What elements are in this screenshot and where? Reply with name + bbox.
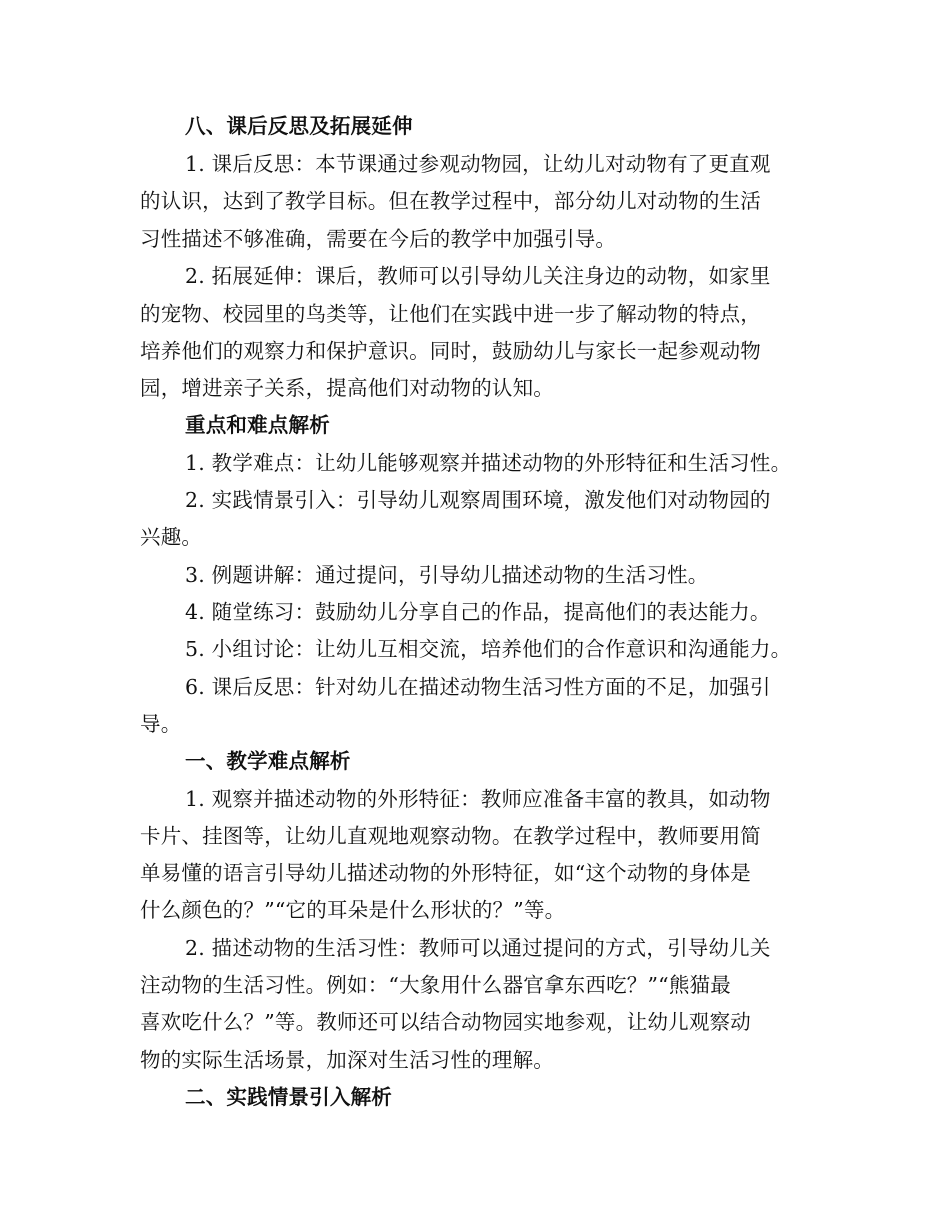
paragraph-line: 1. 教学难点：让幼儿能够观察并描述动物的外形特征和生活习性。 <box>185 451 792 475</box>
paragraph-line: 1. 课后反思：本节课通过参观动物园，让幼儿对动物有了更直观 <box>185 152 771 176</box>
section-heading-practice: 二、实践情景引入解析 <box>185 1085 392 1109</box>
section-heading-key-points: 重点和难点解析 <box>185 413 330 437</box>
paragraph-line: 卡片、挂图等，让幼儿直观地观察动物。在教学过程中，教师要用简 <box>140 824 761 848</box>
section-heading-difficulty: 一、教学难点解析 <box>185 749 351 773</box>
paragraph-line: 喜欢吃什么？”等。教师还可以结合动物园实地参观，让幼儿观察动 <box>140 1010 751 1034</box>
paragraph-line: 2. 实践情景引入：引导幼儿观察周围环境，激发他们对动物园的 <box>185 488 771 512</box>
paragraph-line: 的认识，达到了教学目标。但在教学过程中，部分幼儿对动物的生活 <box>140 189 761 213</box>
paragraph-line: 注动物的生活习性。例如：“大象用什么器官拿东西吃？”“熊猫最 <box>140 973 731 997</box>
paragraph-line: 物的实际生活场景，加深对生活习性的理解。 <box>140 1048 554 1072</box>
paragraph-line: 兴趣。 <box>140 525 203 549</box>
paragraph-line: 5. 小组讨论：让幼儿互相交流，培养他们的合作意识和沟通能力。 <box>185 637 792 661</box>
paragraph-line: 什么颜色的？”“它的耳朵是什么形状的？”等。 <box>140 898 566 922</box>
paragraph-line: 导。 <box>140 712 182 736</box>
paragraph-line: 6. 课后反思：针对幼儿在描述动物生活习性方面的不足，加强引 <box>185 675 771 699</box>
section-heading-reflection: 八、课后反思及拓展延伸 <box>185 114 413 138</box>
paragraph-line: 单易懂的语言引导幼儿描述动物的外形特征，如“这个动物的身体是 <box>140 861 751 885</box>
paragraph-line: 习性描述不够准确，需要在今后的教学中加强引导。 <box>140 227 617 251</box>
paragraph-line: 4. 随堂练习：鼓励幼儿分享自己的作品，提高他们的表达能力。 <box>185 600 771 624</box>
paragraph-line: 园，增进亲子关系，提高他们对动物的认知。 <box>140 376 554 400</box>
paragraph-line: 1. 观察并描述动物的外形特征：教师应准备丰富的教具，如动物 <box>185 787 771 811</box>
paragraph-line: 的宠物、校园里的鸟类等，让他们在实践中进一步了解动物的特点， <box>140 302 761 326</box>
paragraph-line: 培养他们的观察力和保护意识。同时，鼓励幼儿与家长一起参观动物 <box>140 339 761 363</box>
paragraph-line: 2. 拓展延伸：课后，教师可以引导幼儿关注身边的动物，如家里 <box>185 264 771 288</box>
paragraph-line: 3. 例题讲解：通过提问，引导幼儿描述动物的生活习性。 <box>185 563 709 587</box>
paragraph-line: 2. 描述动物的生活习性：教师可以通过提问的方式，引导幼儿关 <box>185 936 771 960</box>
